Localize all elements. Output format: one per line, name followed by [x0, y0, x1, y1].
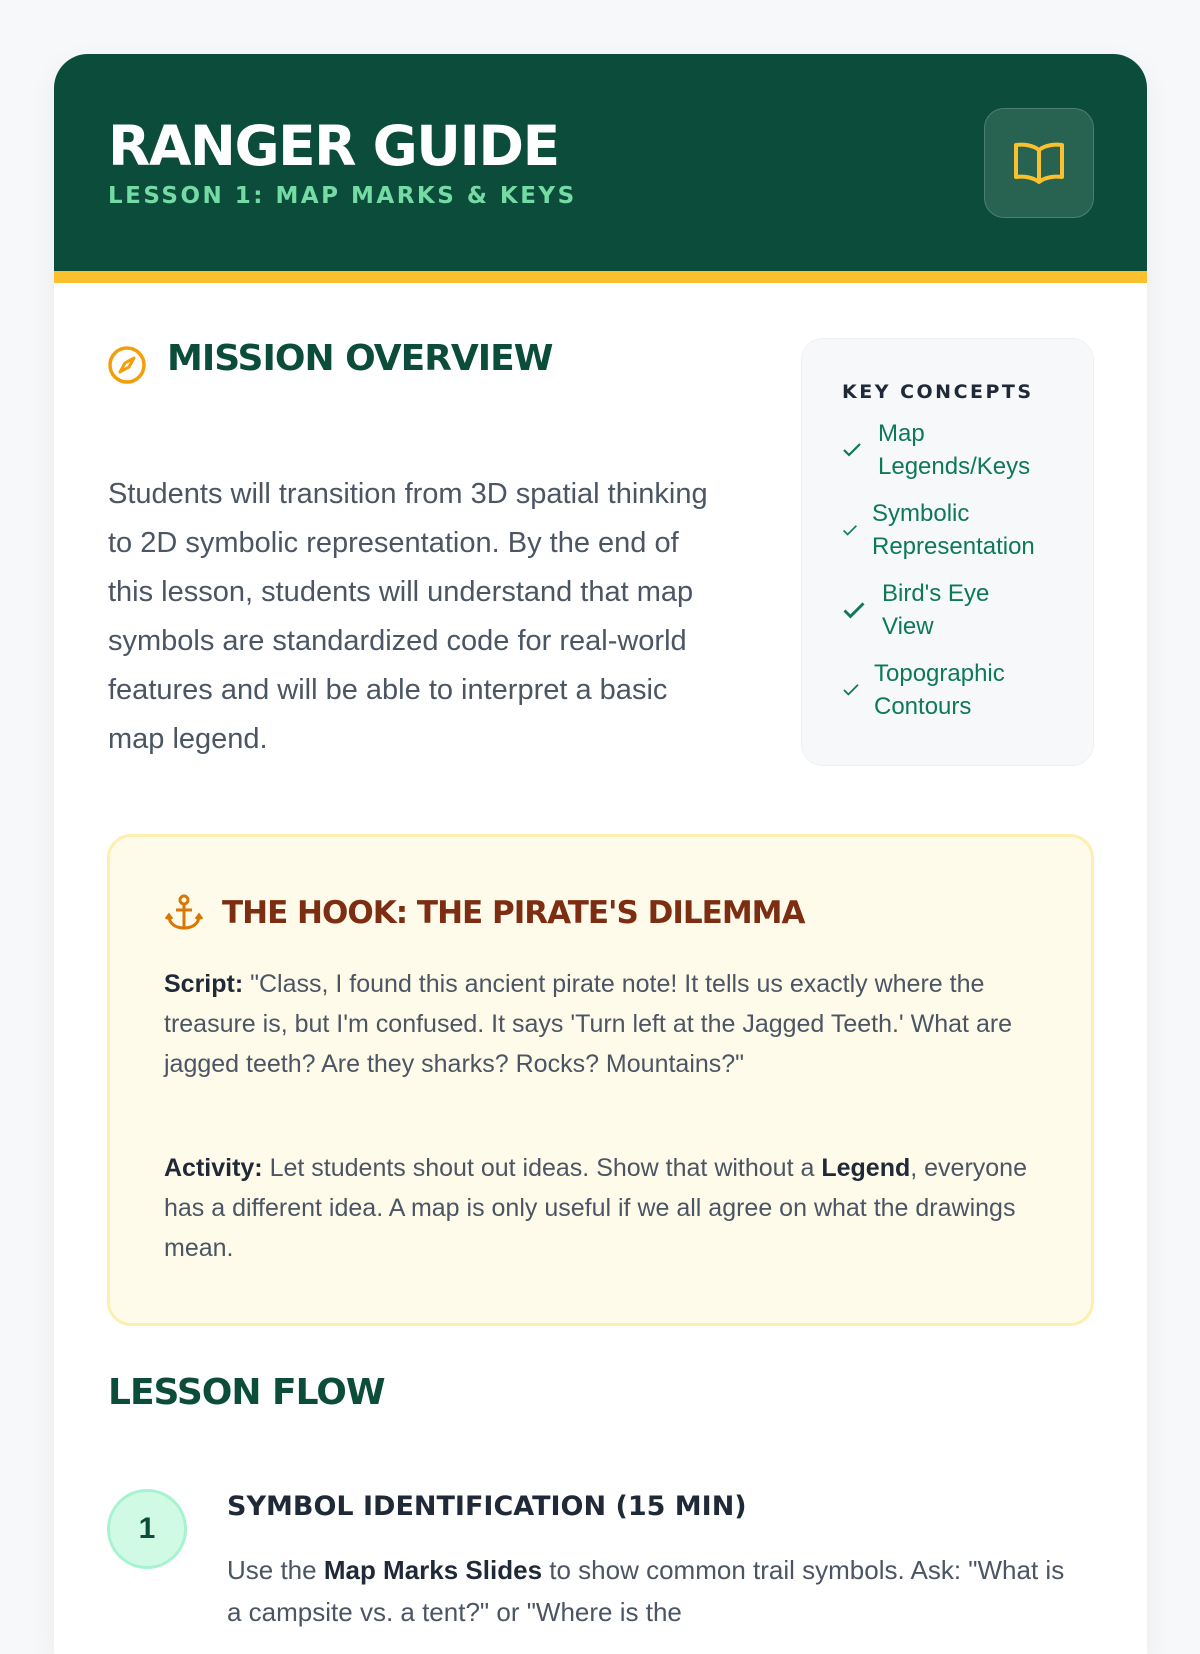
concept-label: Map — [878, 420, 925, 447]
activity-label: Activity: — [164, 1154, 263, 1182]
concept-label: Topographic — [874, 660, 1005, 687]
step-description — [227, 1549, 1067, 1633]
lesson-subtitle: LESSON 1: MAP MARKS & KEYS — [108, 183, 577, 209]
script-label: Script: — [164, 970, 244, 998]
concept-item — [842, 417, 1030, 483]
concept-label: Representation — [872, 533, 1035, 560]
key-concepts-panel — [801, 338, 1094, 766]
step-text: Use the — [227, 1555, 324, 1585]
concept-label: Legends/Keys — [878, 453, 1031, 480]
activity-text: , everyone has a different idea. A map is only useful if we all agree on what the drawings mean. — [164, 1154, 1027, 1262]
anchor-icon — [164, 893, 204, 933]
page-title: RANGER GUIDE — [108, 114, 559, 178]
legend-term: Legend — [821, 1154, 911, 1182]
check-icon — [842, 683, 868, 697]
check-icon — [842, 601, 868, 620]
concept-label: Bird's Eye — [882, 580, 990, 607]
concept-item — [842, 657, 1005, 723]
compass-icon — [106, 344, 148, 386]
concept-item — [842, 577, 989, 643]
guide-book-button[interactable] — [984, 108, 1094, 218]
script-text: "Class, I found this ancient pirate note! It tells us exactly where the treasure is, but I'm confused. It says 'Turn left at the Jagged Teeth.' What are jagged teeth? Are they sharks? Rocks? Mountains?" — [164, 970, 1013, 1078]
mission-overview-text: Students will transition from 3D spatial thinking to 2D symbolic representation. By the end of this lesson, students will understand that map symbols are standardized code for real-world features and will be able to interpret a basic map legend. — [108, 478, 708, 755]
check-icon — [842, 524, 868, 537]
step-title: SYMBOL IDENTIFICATION (15 MIN) — [227, 1491, 747, 1522]
key-concepts-heading: KEY CONCEPTS — [842, 381, 1034, 403]
activity-text: Let students shout out ideas. Show that without a — [262, 1154, 822, 1182]
concept-label: Contours — [874, 693, 972, 720]
step-number-badge: 1 — [107, 1489, 187, 1569]
hook-activity — [164, 1148, 1044, 1268]
hook-heading: THE HOOK: THE PIRATE'S DILEMMA — [222, 895, 805, 931]
mission-overview-heading: MISSION OVERVIEW — [167, 338, 553, 379]
lesson-flow-heading: LESSON FLOW — [108, 1372, 385, 1413]
concept-label: View — [882, 613, 934, 640]
concept-label: Symbolic — [872, 500, 970, 527]
lesson-card — [54, 54, 1147, 1654]
book-open-icon — [1013, 140, 1065, 186]
concept-item — [842, 497, 1035, 563]
hook-callout — [107, 834, 1094, 1326]
map-marks-slides-term: Map Marks Slides — [323, 1555, 543, 1585]
hook-script — [164, 964, 1044, 1084]
header — [54, 54, 1147, 283]
check-icon — [842, 442, 868, 458]
step-text: to show common trail symbols. Ask: "What is a campsite vs. a tent?" or "Where is the — [227, 1555, 1065, 1627]
